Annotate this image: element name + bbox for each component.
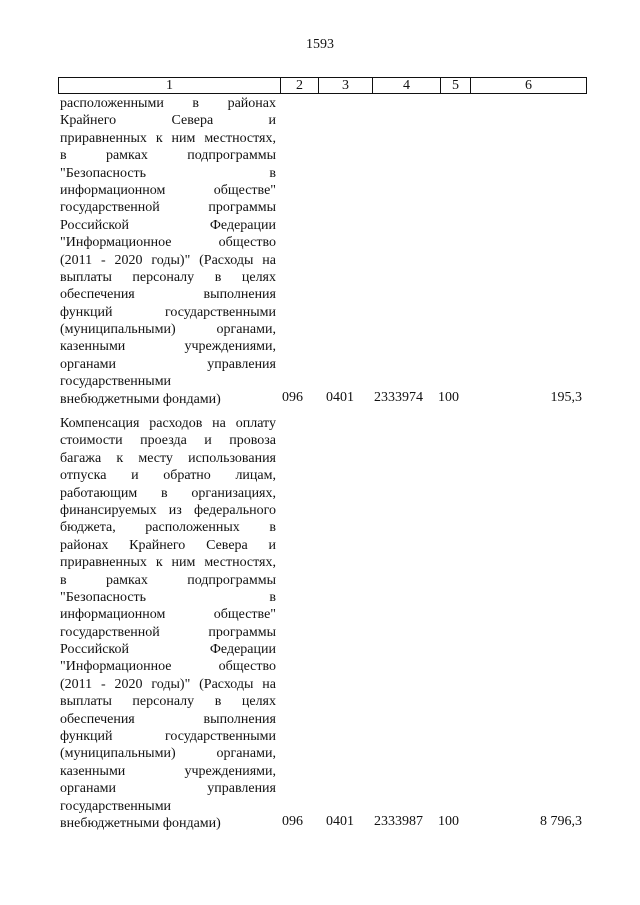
section-code: 0401 (326, 390, 354, 405)
description-line: государственной программы (60, 200, 276, 216)
description-line: функций государственными (60, 304, 276, 320)
description-line: информационном обществе" (60, 182, 276, 198)
description-line: государственными (60, 374, 172, 390)
description-line: казенными учреждениями, (60, 763, 276, 779)
description-line: функций государственными (60, 729, 276, 745)
description-line: расположенными в районах (60, 96, 276, 111)
column-header-5: 5 (441, 78, 471, 94)
description-line: работающим в организациях, (60, 485, 276, 501)
description-line: органами управления (60, 356, 276, 372)
description-line: Российской Федерации (60, 642, 276, 658)
amount-value: 195,3 (550, 390, 582, 405)
description-line: (муниципальными) органами, (60, 322, 276, 338)
description-line: внебюджетными фондами) (60, 391, 221, 407)
description-line: багажа к месту использования (60, 450, 276, 466)
ministry-code: 096 (282, 390, 303, 405)
column-header-table (58, 77, 587, 94)
expense-type-code: 100 (438, 390, 459, 405)
description-line: бюджета, расположенных в (60, 520, 276, 536)
row-description (60, 415, 276, 832)
description-line: (2011 - 2020 годы)" (Расходы на (60, 676, 276, 692)
section-code: 0401 (326, 814, 354, 829)
description-line: "Безопасность в (60, 165, 276, 181)
description-line: информационном обществе" (60, 607, 276, 623)
ministry-code: 096 (282, 814, 303, 829)
description-line: (2011 - 2020 годы)" (Расходы на (60, 252, 276, 268)
description-line: обеспечения выполнения (60, 711, 276, 727)
description-line: выплаты персоналу в целях (60, 269, 276, 285)
description-line: органами управления (60, 781, 276, 797)
description-line: Компенсация расходов на оплату (60, 416, 276, 431)
description-line: финансируемых из федерального (60, 502, 276, 518)
description-line: (муниципальными) органами, (60, 746, 276, 762)
page-number: 1593 (306, 37, 334, 52)
description-line: районах Крайнего Севера и (60, 537, 276, 553)
description-line: Крайнего Севера и (60, 113, 276, 129)
description-line: "Безопасность в (60, 589, 276, 605)
description-line: приравненных к ним местностях, (60, 555, 276, 571)
description-line: государственной программы (60, 624, 276, 640)
description-line: Российской Федерации (60, 217, 276, 233)
description-line: "Информационное общество (60, 235, 276, 251)
description-line: государственными (60, 798, 172, 814)
description-line: отпуска и обратно лицам, (60, 468, 276, 484)
expense-type-code: 100 (438, 814, 459, 829)
column-header-4: 4 (373, 78, 441, 94)
description-line: в рамках подпрограммы (60, 572, 276, 588)
description-line: в рамках подпрограммы (60, 148, 276, 164)
description-line: "Информационное общество (60, 659, 276, 675)
column-header-3: 3 (319, 78, 373, 94)
target-article-code: 2333987 (374, 814, 423, 829)
target-article-code: 2333974 (374, 390, 423, 405)
description-line: внебюджетными фондами) (60, 815, 221, 831)
description-line: стоимости проезда и провоза (60, 433, 276, 449)
column-header-1: 1 (59, 78, 281, 94)
column-header-2: 2 (281, 78, 319, 94)
column-header-row (59, 78, 587, 94)
column-header-6: 6 (471, 78, 587, 94)
description-line: выплаты персоналу в целях (60, 694, 276, 710)
row-description (60, 95, 276, 408)
description-line: приравненных к ним местностях, (60, 130, 276, 146)
amount-value: 8 796,3 (540, 814, 582, 829)
description-line: обеспечения выполнения (60, 287, 276, 303)
description-line: казенными учреждениями, (60, 339, 276, 355)
